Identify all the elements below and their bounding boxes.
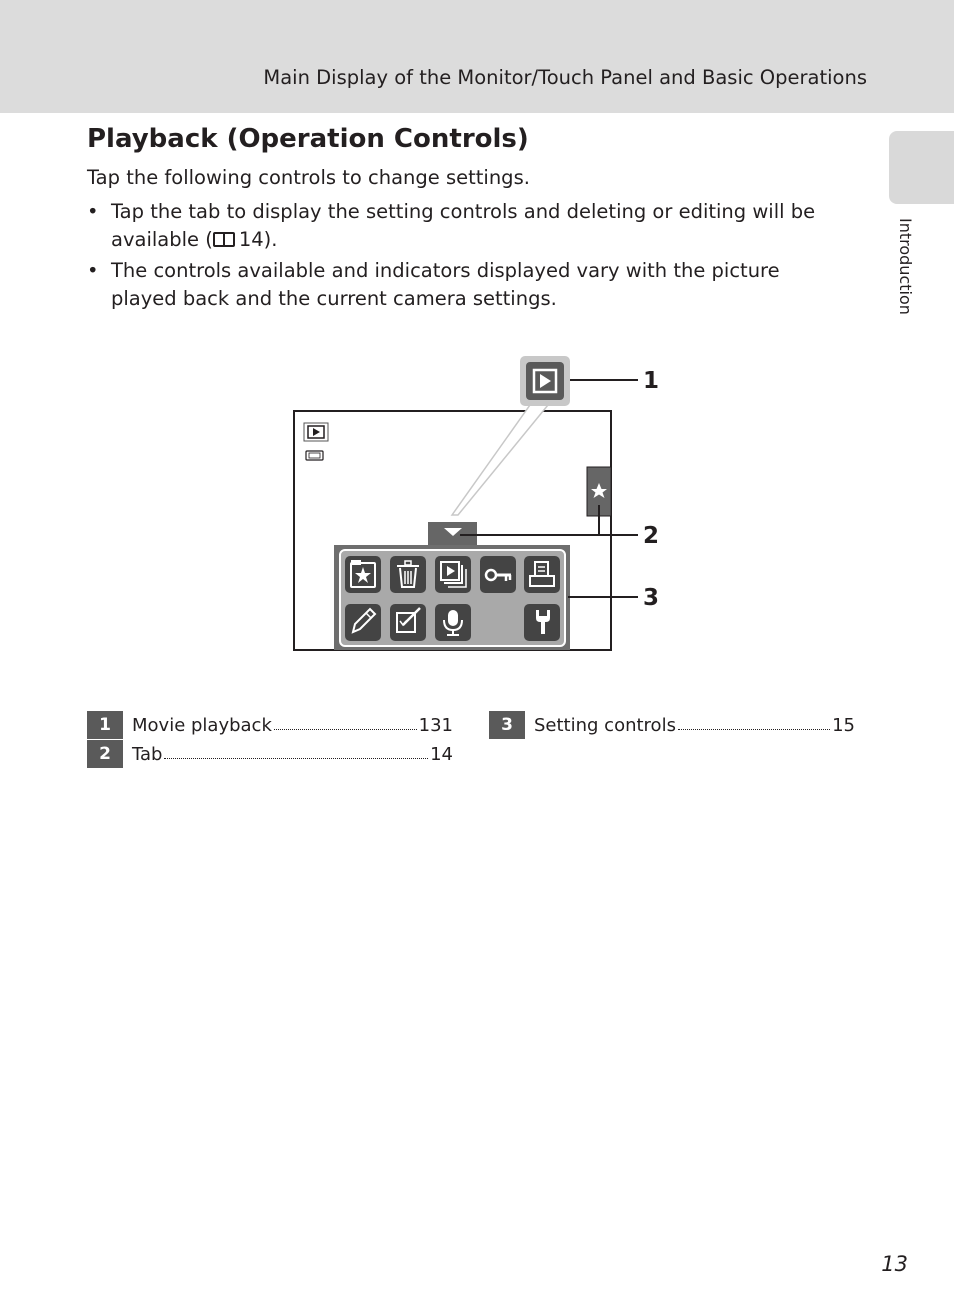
bullet-dot: • xyxy=(87,200,99,223)
voice-memo-icon[interactable] xyxy=(435,604,471,641)
running-head: Main Display of the Monitor/Touch Panel and Basic Operations xyxy=(263,66,867,89)
section-label: Introduction xyxy=(896,218,915,315)
favorites-icon[interactable] xyxy=(345,556,381,593)
legend-number: 2 xyxy=(87,740,123,768)
legend-label: Setting controls xyxy=(534,714,676,736)
legend-item xyxy=(87,740,453,768)
intro-text: Tap the following controls to change settings. xyxy=(87,166,530,189)
print-order-icon[interactable] xyxy=(524,556,560,593)
retouch-icon[interactable] xyxy=(345,604,381,641)
setup-icon[interactable] xyxy=(524,604,560,641)
callout-label: 1 xyxy=(643,368,660,394)
dot-leader xyxy=(678,715,830,730)
page-reference: 14 xyxy=(238,228,264,251)
bullet-item: • Tap the tab to display the setting controls and deleting or editing will be available ( 14). xyxy=(87,200,816,251)
play-mode-icon xyxy=(304,423,328,441)
bullet-dot: • xyxy=(87,259,99,282)
legend-number: 1 xyxy=(87,711,123,739)
legend-label: Movie playback xyxy=(132,714,272,736)
legend-page: 131 xyxy=(418,714,453,736)
protect-icon[interactable] xyxy=(480,556,516,593)
legend-page: 15 xyxy=(832,714,855,736)
legend-item xyxy=(489,711,855,739)
dot-leader xyxy=(274,715,417,730)
page-number: 13 xyxy=(881,1252,908,1276)
edit-icon[interactable] xyxy=(390,604,426,641)
delete-icon[interactable] xyxy=(390,556,426,593)
legend-number: 3 xyxy=(489,711,525,739)
legend-item xyxy=(87,711,453,739)
legend-label: Tab xyxy=(132,743,163,765)
dot-leader xyxy=(164,744,428,759)
slide-show-icon[interactable] xyxy=(435,556,471,593)
page-title: Playback (Operation Controls) xyxy=(87,124,529,154)
callout-label: 3 xyxy=(643,585,660,611)
callout-label: 2 xyxy=(643,523,660,549)
battery-icon xyxy=(306,451,323,460)
bullet-item: • The controls available and indicators displayed vary with the picture played back and the current camera settings. xyxy=(87,259,780,310)
legend-page: 14 xyxy=(430,743,453,765)
